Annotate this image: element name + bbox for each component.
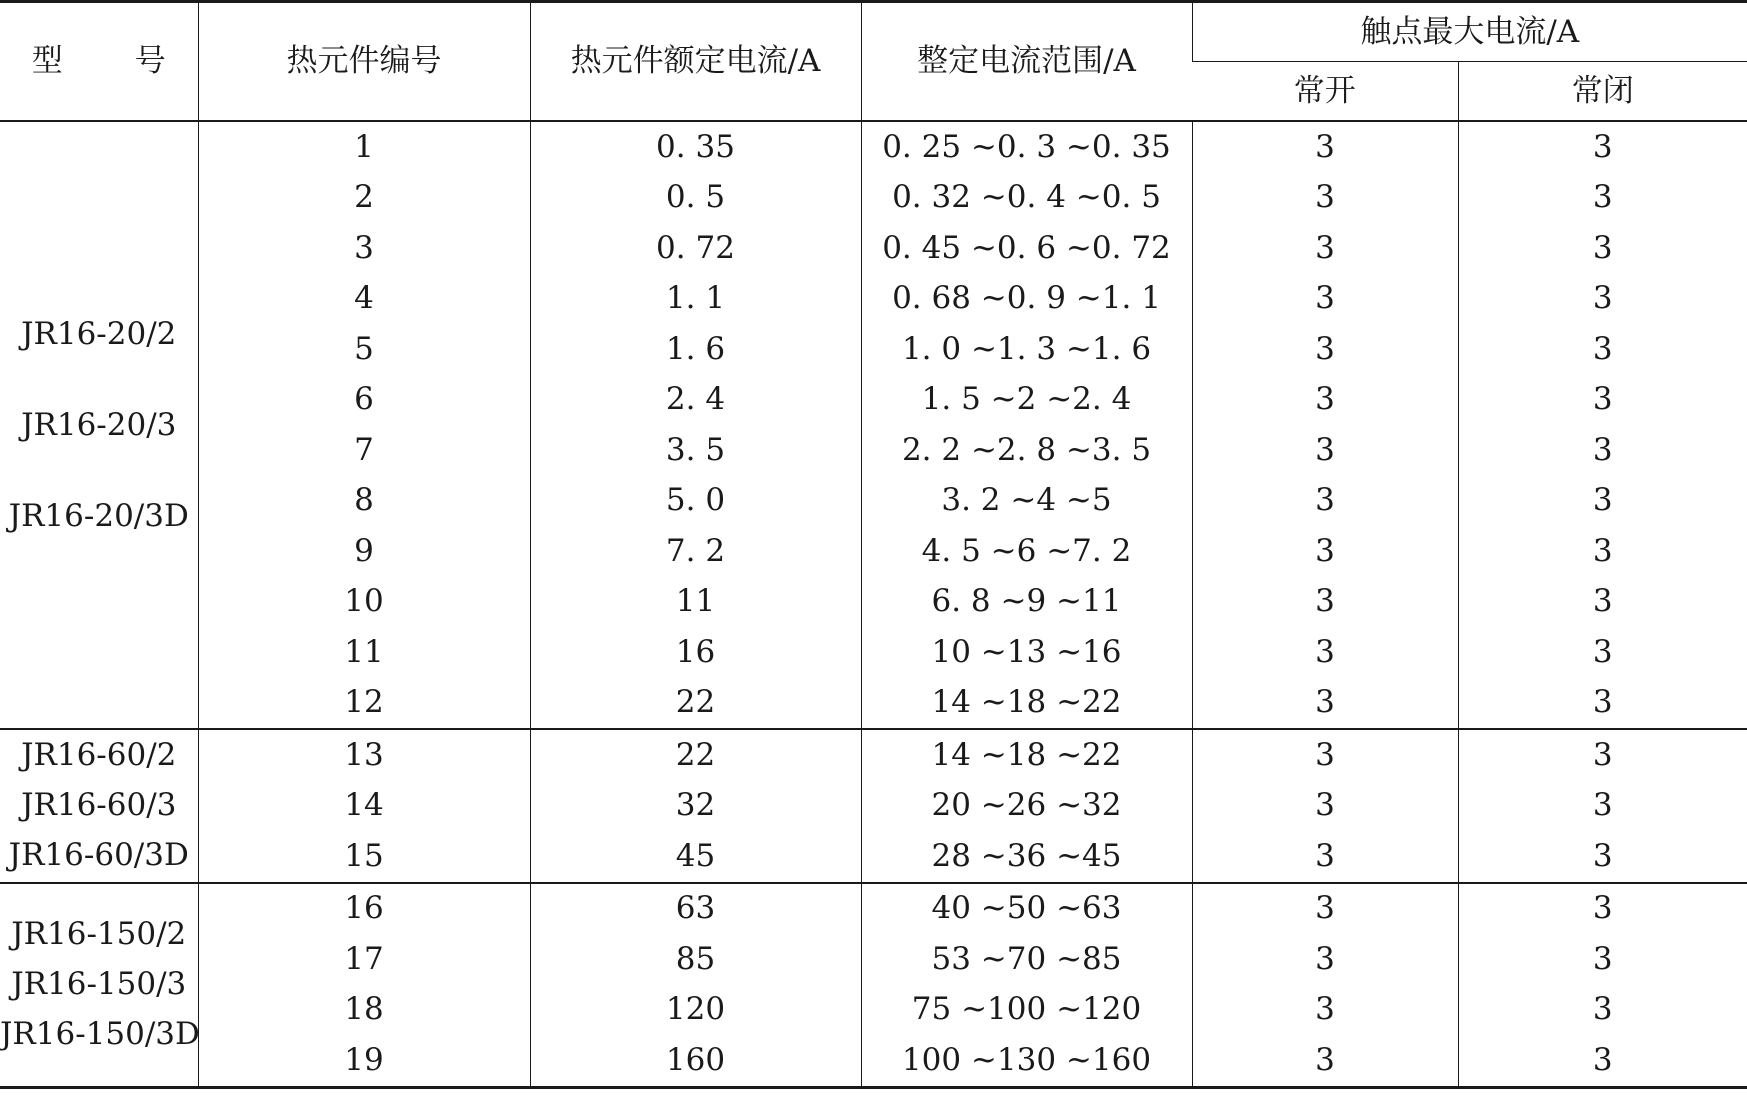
normally-open-cell: 3: [1192, 121, 1458, 173]
element-number-cell: 7: [198, 425, 530, 476]
setting-range-cell: 2. 2 ~2. 8 ~3. 5: [861, 425, 1192, 476]
normally-closed-cell: 3: [1458, 476, 1747, 527]
normally-closed-cell: 3: [1458, 173, 1747, 224]
setting-range-cell: 14 ~18 ~22: [861, 729, 1192, 781]
table-row: [0, 781, 1747, 832]
table-row: [0, 729, 1747, 781]
rated-current-cell: 1. 6: [530, 324, 861, 375]
element-number-cell: 15: [198, 831, 530, 883]
header-contact-max-current: 触点最大电流/A: [1192, 2, 1747, 62]
setting-range-cell: 0. 25 ~0. 3 ~0. 35: [861, 121, 1192, 173]
normally-closed-cell: 3: [1458, 729, 1747, 781]
element-number-cell: 8: [198, 476, 530, 527]
element-number-cell: 4: [198, 274, 530, 325]
setting-range-cell: 1. 0 ~1. 3 ~1. 6: [861, 324, 1192, 375]
rated-current-cell: 0. 72: [530, 223, 861, 274]
normally-open-cell: 3: [1192, 627, 1458, 678]
setting-range-cell: 0. 32 ~0. 4 ~0. 5: [861, 173, 1192, 224]
header-setting-range: 整定电流范围/A: [861, 2, 1192, 122]
header-model: 型 号: [0, 2, 198, 122]
normally-open-cell: 3: [1192, 934, 1458, 985]
normally-closed-cell: 3: [1458, 1035, 1747, 1087]
normally-open-cell: 3: [1192, 425, 1458, 476]
setting-range-cell: 14 ~18 ~22: [861, 678, 1192, 730]
table-row: [0, 627, 1747, 678]
normally-open-cell: 3: [1192, 476, 1458, 527]
table-row: [0, 425, 1747, 476]
normally-open-cell: 3: [1192, 678, 1458, 730]
table-body: [0, 121, 1747, 1087]
setting-range-cell: 0. 45 ~0. 6 ~0. 72: [861, 223, 1192, 274]
normally-open-cell: 3: [1192, 831, 1458, 883]
element-number-cell: 14: [198, 781, 530, 832]
element-number-cell: 2: [198, 173, 530, 224]
normally-open-cell: 3: [1192, 173, 1458, 224]
normally-closed-cell: 3: [1458, 627, 1747, 678]
table-row: [0, 173, 1747, 224]
table-row: [0, 985, 1747, 1036]
header-normally-closed: 常闭: [1458, 62, 1747, 122]
rated-current-cell: 2. 4: [530, 375, 861, 426]
element-number-cell: 9: [198, 526, 530, 577]
model-name: JR16-150/3D: [0, 1016, 200, 1052]
model-cell: [0, 121, 198, 729]
element-number-cell: 16: [198, 883, 530, 935]
normally-open-cell: 3: [1192, 883, 1458, 935]
model-name: JR16-150/2: [11, 916, 187, 952]
normally-closed-cell: 3: [1458, 526, 1747, 577]
model-name: JR16-60/3: [21, 787, 177, 824]
element-number-cell: 17: [198, 934, 530, 985]
rated-current-cell: 22: [530, 678, 861, 730]
setting-range-cell: 20 ~26 ~32: [861, 781, 1192, 832]
table-row: [0, 1035, 1747, 1087]
model-name: JR16-20/3D: [8, 497, 189, 534]
element-number-cell: 1: [198, 121, 530, 173]
setting-range-cell: 53 ~70 ~85: [861, 934, 1192, 985]
model-name: JR16-150/3: [11, 966, 187, 1002]
rated-current-cell: 1. 1: [530, 274, 861, 325]
model-cell: [0, 883, 198, 1088]
model-name: JR16-20/3: [21, 406, 177, 443]
element-number-cell: 5: [198, 324, 530, 375]
rated-current-cell: 22: [530, 729, 861, 781]
rated-current-cell: 16: [530, 627, 861, 678]
table-row: [0, 274, 1747, 325]
rated-current-cell: 45: [530, 831, 861, 883]
model-name: JR16-60/2: [21, 737, 177, 774]
rated-current-cell: 0. 35: [530, 121, 861, 173]
normally-closed-cell: 3: [1458, 883, 1747, 935]
table-row: [0, 934, 1747, 985]
setting-range-cell: 1. 5 ~2 ~2. 4: [861, 375, 1192, 426]
rated-current-cell: 3. 5: [530, 425, 861, 476]
element-number-cell: 6: [198, 375, 530, 426]
rated-current-cell: 160: [530, 1035, 861, 1087]
model-name: JR16-20/2: [21, 315, 177, 352]
table-row: [0, 476, 1747, 527]
normally-closed-cell: 3: [1458, 678, 1747, 730]
normally-closed-cell: 3: [1458, 121, 1747, 173]
rated-current-cell: 7. 2: [530, 526, 861, 577]
table-row: [0, 526, 1747, 577]
model-cell: [0, 729, 198, 883]
normally-closed-cell: 3: [1458, 274, 1747, 325]
normally-open-cell: 3: [1192, 781, 1458, 832]
rated-current-cell: 85: [530, 934, 861, 985]
table-row: [0, 831, 1747, 883]
normally-closed-cell: 3: [1458, 223, 1747, 274]
element-number-cell: 13: [198, 729, 530, 781]
normally-closed-cell: 3: [1458, 577, 1747, 628]
header-rated-current: 热元件额定电流/A: [530, 2, 861, 122]
normally-closed-cell: 3: [1458, 425, 1747, 476]
setting-range-cell: 3. 2 ~4 ~5: [861, 476, 1192, 527]
table-row: [0, 883, 1747, 935]
normally-open-cell: 3: [1192, 985, 1458, 1036]
rated-current-cell: 120: [530, 985, 861, 1036]
setting-range-cell: 75 ~100 ~120: [861, 985, 1192, 1036]
setting-range-cell: 0. 68 ~0. 9 ~1. 1: [861, 274, 1192, 325]
setting-range-cell: 6. 8 ~9 ~11: [861, 577, 1192, 628]
model-name: JR16-60/3D: [8, 837, 189, 874]
element-number-cell: 3: [198, 223, 530, 274]
normally-open-cell: 3: [1192, 375, 1458, 426]
normally-closed-cell: 3: [1458, 375, 1747, 426]
normally-open-cell: 3: [1192, 577, 1458, 628]
element-number-cell: 19: [198, 1035, 530, 1087]
element-number-cell: 12: [198, 678, 530, 730]
normally-open-cell: 3: [1192, 324, 1458, 375]
setting-range-cell: 100 ~130 ~160: [861, 1035, 1192, 1087]
normally-closed-cell: 3: [1458, 985, 1747, 1036]
setting-range-cell: 28 ~36 ~45: [861, 831, 1192, 883]
table-row: [0, 375, 1747, 426]
normally-open-cell: 3: [1192, 729, 1458, 781]
table-row: [0, 577, 1747, 628]
rated-current-cell: 63: [530, 883, 861, 935]
normally-closed-cell: 3: [1458, 324, 1747, 375]
normally-closed-cell: 3: [1458, 934, 1747, 985]
normally-closed-cell: 3: [1458, 781, 1747, 832]
table-row: [0, 324, 1747, 375]
table-row: [0, 678, 1747, 730]
normally-open-cell: 3: [1192, 274, 1458, 325]
rated-current-cell: 0. 5: [530, 173, 861, 224]
rated-current-cell: 5. 0: [530, 476, 861, 527]
element-number-cell: 11: [198, 627, 530, 678]
normally-open-cell: 3: [1192, 526, 1458, 577]
table-header: [0, 2, 1747, 122]
header-normally-open: 常开: [1192, 62, 1458, 122]
setting-range-cell: 40 ~50 ~63: [861, 883, 1192, 935]
setting-range-cell: 4. 5 ~6 ~7. 2: [861, 526, 1192, 577]
table-row: [0, 223, 1747, 274]
normally-closed-cell: 3: [1458, 831, 1747, 883]
setting-range-cell: 10 ~13 ~16: [861, 627, 1192, 678]
table-row: [0, 121, 1747, 173]
element-number-cell: 18: [198, 985, 530, 1036]
normally-open-cell: 3: [1192, 1035, 1458, 1087]
normally-open-cell: 3: [1192, 223, 1458, 274]
rated-current-cell: 32: [530, 781, 861, 832]
element-number-cell: 10: [198, 577, 530, 628]
rated-current-cell: 11: [530, 577, 861, 628]
header-element-number: 热元件编号: [198, 2, 530, 122]
